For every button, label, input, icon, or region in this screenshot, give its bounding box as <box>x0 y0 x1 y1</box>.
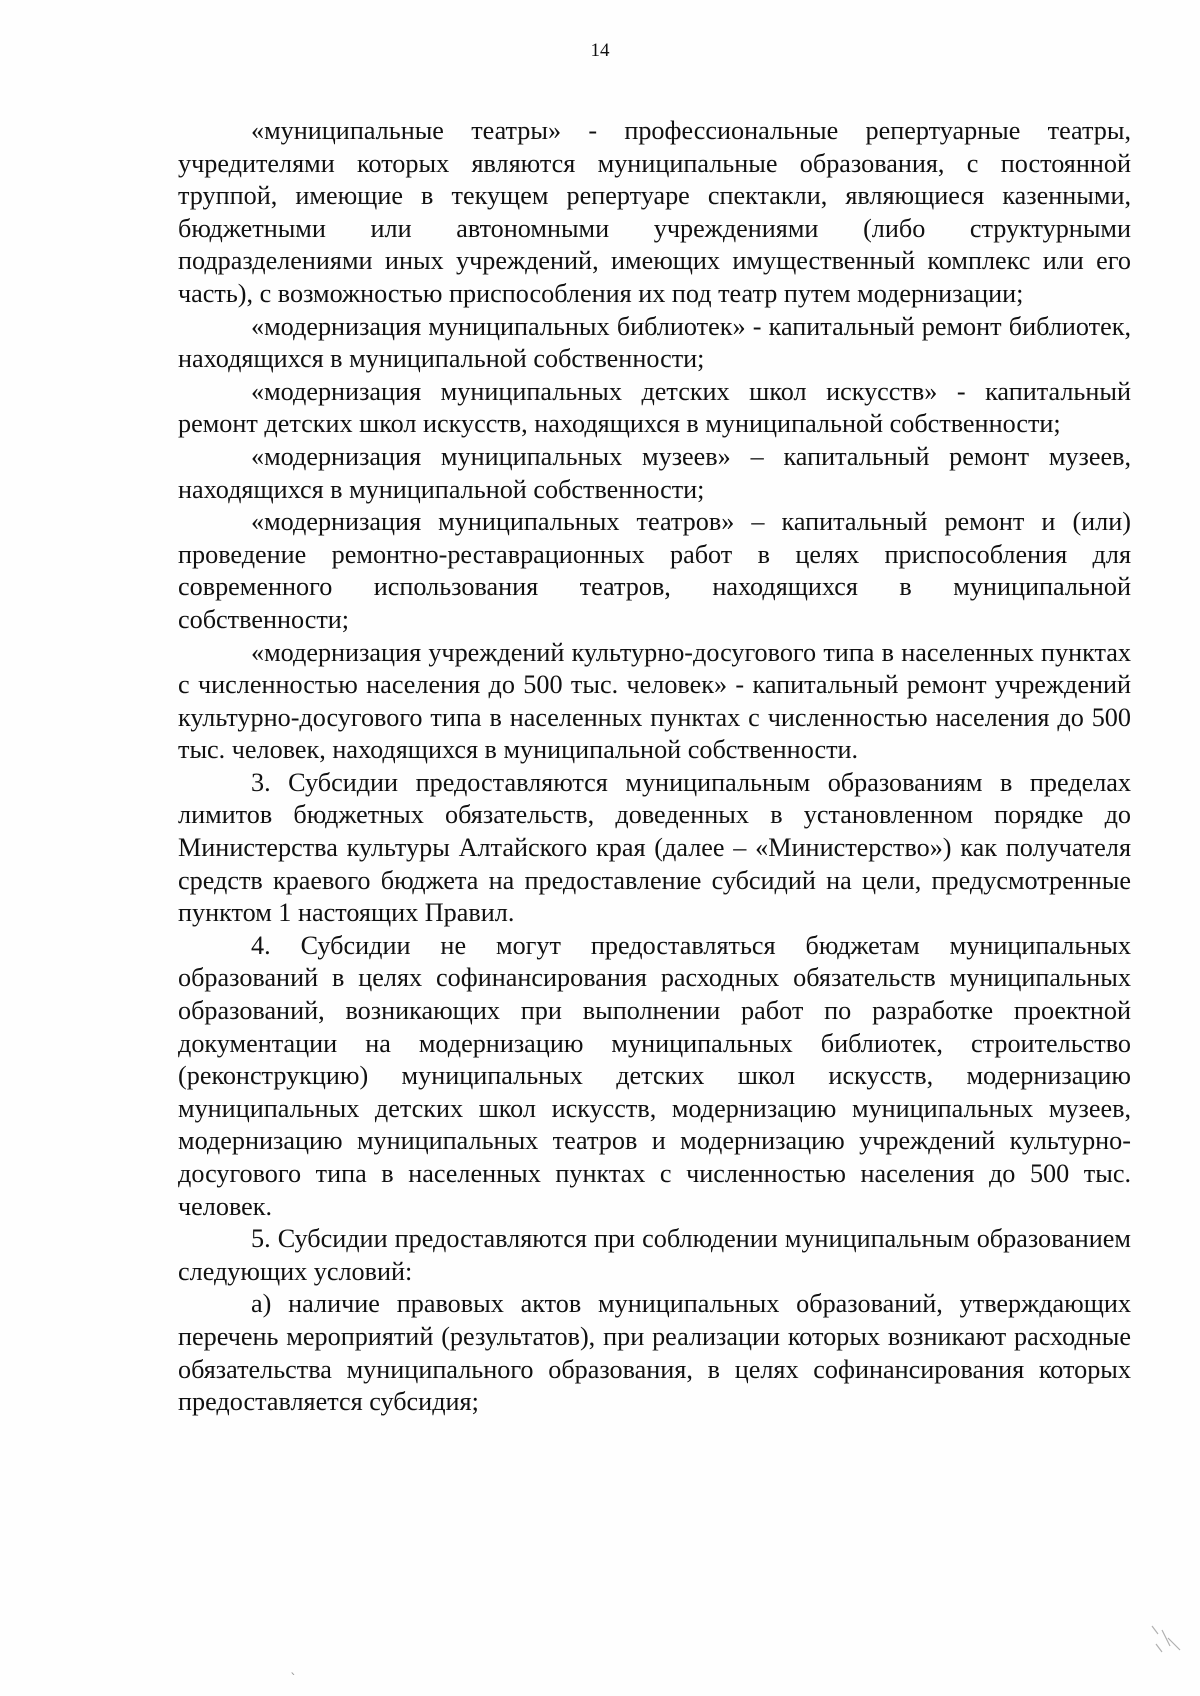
document-body <box>178 115 1131 1419</box>
paragraph-definition-theatre-modernization: «модернизация муниципальных театров» – капитальный ремонт и (или) проведение ремонтно-реставрационных работ в целях приспособления для современного использования театров, находящихся в муниципальной собственности; <box>178 507 1131 634</box>
paragraph-definition-theatres: «муниципальные театры» - профессиональные репертуарные театры, учредителями которых являются муниципальные образования, с постоянной труппой, имеющие в текущем репертуаре спектакли, являющиеся казенными, бюджетными или автономными учреждениями (либо структурными подразделениями иных учреждений, имеющих имущественный комплекс или его часть), с возможностью приспособления их под театр путем модернизации; <box>178 116 1131 308</box>
paragraph-definition-art-schools: «модернизация муниципальных детских школ искусств» - капитальный ремонт детских школ искусств, находящихся в муниципальной собственности; <box>178 376 1131 439</box>
scan-artifact-mark <box>1148 1620 1188 1660</box>
paragraph-clause-5: 5. Субсидии предоставляются при соблюдении муниципальным образованием следующих условий: <box>178 1224 1131 1286</box>
paragraph-clause-5a: а) наличие правовых актов муниципальных образований, утверждающих перечень мероприятий (результатов), при реализации которых возникают расходные обязательства муниципального образования, в целях софинансирования которых предоставляется субсидия; <box>178 1289 1131 1417</box>
page-number: 14 <box>590 40 610 61</box>
paragraph-clause-3: 3. Субсидии предоставляются муниципальным образованиям в пределах лимитов бюджетных обязательств, доведенных в установленном порядке до Министерства культуры Алтайского края (далее – «Министерство») как получателя средств краевого бюджета на предоставление субсидий на цели, предусмотренные пунктом 1 настоящих Правил. <box>178 767 1131 928</box>
paragraph-clause-4: 4. Субсидии не могут предоставляться бюджетам муниципальных образований в целях софинансирования расходных обязательств муниципальных образований, возникающих при выполнении работ по разработке проектной документации на модернизацию муниципальных библиотек, строительство (реконструкцию) муниципальных детских школ искусств, модернизацию муниципальных детских школ искусств, модернизацию муниципальных музеев, модернизацию муниципальных театров и модернизацию учреждений культурно-досугового типа в населенных пунктах с численностью населения до 500 тыс. человек. <box>178 930 1131 1221</box>
paragraph-definition-cultural-leisure: «модернизация учреждений культурно-досугового типа в населенных пунктах с численностью населения до 500 тыс. человек» - капитальный ремонт учреждений культурно-досугового типа в населенных пунктах с численностью населения до 500 тыс. человек, находящихся в муниципальной собственности. <box>178 637 1131 765</box>
paragraph-definition-museums: «модернизация муниципальных музеев» – капитальный ремонт музеев, находящихся в муниципальной собственности; <box>178 441 1131 504</box>
scan-artifact-dot: ` <box>290 1672 297 1688</box>
paragraph-definition-libraries: «модернизация муниципальных библиотек» - капитальный ремонт библиотек, находящихся в муниципальной собственности; <box>178 311 1131 374</box>
